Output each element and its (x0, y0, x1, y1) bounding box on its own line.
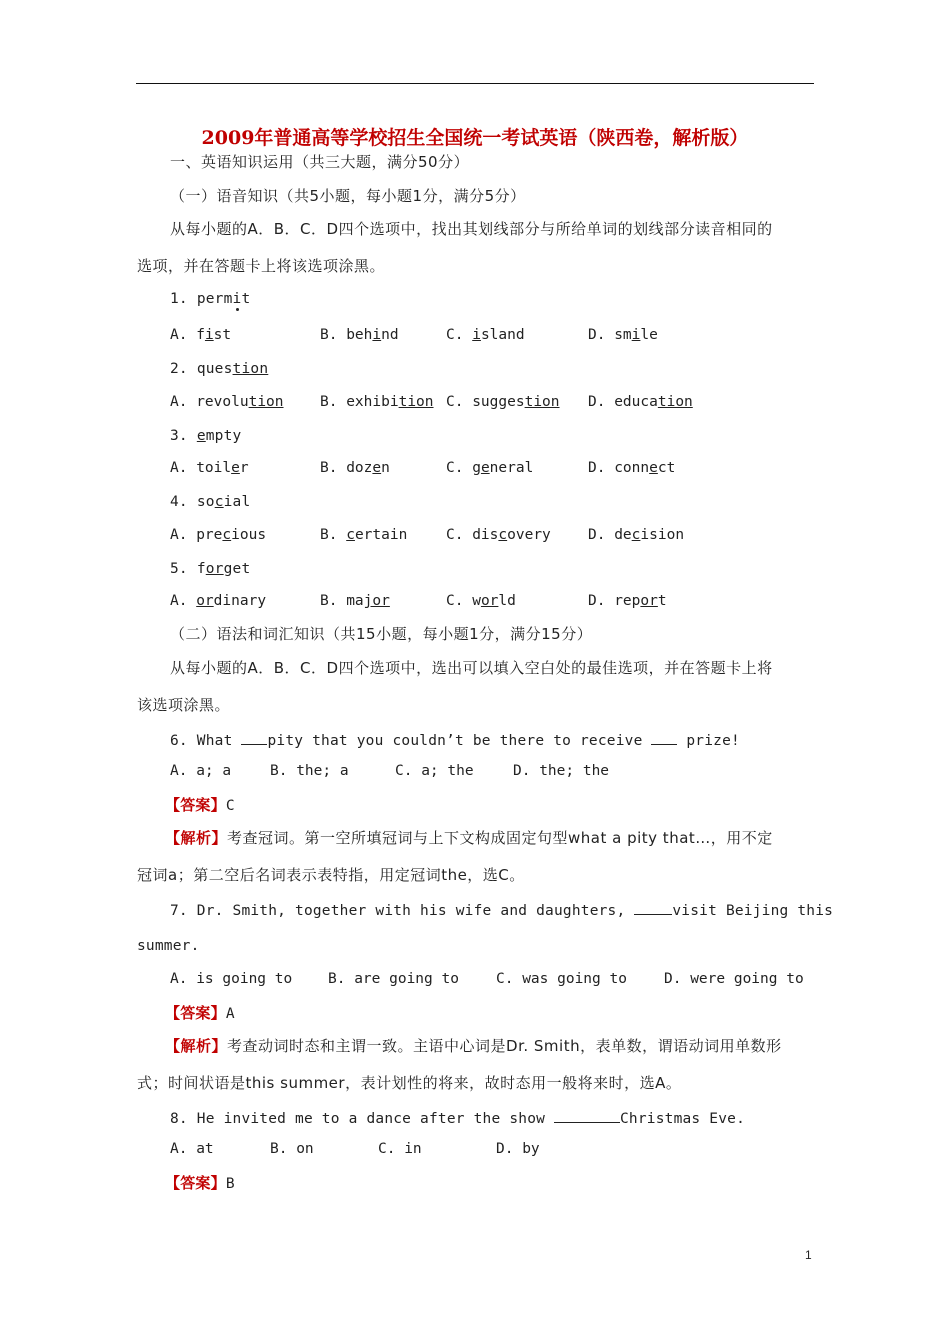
question-6-analysis-line2: 冠词a；第二空后名词表示表特指，用定冠词the，选C。 (137, 866, 525, 884)
question-8-option-a: A. at (170, 1141, 214, 1157)
question-3-option-d: D. connect (588, 460, 676, 476)
question-5-option-b: B. major (320, 593, 390, 609)
question-5-option-c: C. world (446, 593, 516, 609)
part1-instruction-line1: 从每小题的A．B．C．D四个选项中，找出其划线部分与所给单词的划线部分读音相同的 (170, 220, 773, 238)
question-6-option-c: C. a; the (395, 763, 474, 779)
question-7-analysis-line1: 【解析】考查动词时态和主谓一致。主语中心词是Dr. Smith，表单数，谓语动词用单数形 (165, 1037, 782, 1055)
part2-heading: （二）语法和词汇知识（共15小题，每小题1分，满分15分） (170, 625, 593, 643)
part1-heading: （一）语音知识（共5小题，每小题1分，满分5分） (170, 187, 526, 205)
question-7-option-a: A. is going to (170, 971, 293, 987)
header-rule (136, 83, 814, 84)
question-2-option-c: C. suggestion (446, 394, 560, 410)
question-8-answer: 【答案】B (165, 1174, 235, 1192)
blank (634, 900, 672, 915)
question-2-stem: 2. question (170, 361, 269, 377)
question-7-option-b: B. are going to (328, 971, 459, 987)
question-7-answer: 【答案】A (165, 1004, 235, 1022)
question-4-option-b: B. certain (320, 527, 408, 543)
question-4-option-a: A. precious (170, 527, 267, 543)
question-5-option-d: D. report (588, 593, 667, 609)
blank (554, 1108, 620, 1123)
question-3-option-c: C. general (446, 460, 534, 476)
question-4-option-d: D. decision (588, 527, 685, 543)
question-3-stem: 3. empty (170, 428, 242, 444)
question-7-option-c: C. was going to (496, 971, 627, 987)
question-6-stem: 6. What pity that you couldn’t be there to receive prize! (170, 730, 740, 750)
question-2-option-a: A. revolution (170, 394, 284, 410)
question-4-option-c: C. discovery (446, 527, 551, 543)
question-1-option-a: A. fist (170, 327, 232, 343)
question-6-answer: 【答案】C (165, 796, 235, 814)
page-title: 2009年普通高等学校招生全国统一考试英语（陕西卷，解析版） (201, 127, 749, 149)
question-3-option-b: B. dozen (320, 460, 390, 476)
question-6-analysis-line1: 【解析】考查冠词。第一空所填冠词与上下文构成固定句型what a pity that…，用不定 (165, 829, 773, 847)
question-8-stem: 8. He invited me to a dance after the show Christmas Eve. (170, 1108, 745, 1128)
question-8-option-b: B. on (270, 1141, 314, 1157)
question-7-option-d: D. were going to (664, 971, 804, 987)
part2-instruction-line1: 从每小题的A．B．C．D四个选项中，选出可以填入空白处的最佳选项，并在答题卡上将 (170, 659, 773, 677)
question-1-option-c: C. island (446, 327, 525, 343)
question-4-stem: 4. social (170, 494, 251, 510)
blank (651, 730, 677, 745)
question-3-option-a: A. toiler (170, 460, 249, 476)
question-7-analysis-line2: 式；时间状语是this summer，表计划性的将来，故时态用一般将来时，选A。 (137, 1074, 682, 1092)
question-1-stem: 1. permit (170, 291, 251, 307)
question-6-option-d: D. the; the (513, 763, 610, 779)
question-2-option-b: B. exhibition (320, 394, 434, 410)
page-number: 1 (805, 1248, 812, 1262)
question-5-option-a: A. ordinary (170, 593, 267, 609)
section-heading: 一、英语知识运用（共三大题，满分50分） (170, 153, 470, 171)
part1-instruction-line2: 选项，并在答题卡上将该选项涂黑。 (137, 257, 386, 275)
question-6-option-a: A. a; a (170, 763, 232, 779)
question-1-option-b: B. behind (320, 327, 399, 343)
question-5-stem: 5. forget (170, 561, 251, 577)
question-8-option-d: D. by (496, 1141, 540, 1157)
part2-instruction-line2: 该选项涂黑。 (137, 696, 231, 714)
question-2-option-d: D. education (588, 394, 693, 410)
blank (241, 730, 267, 745)
question-6-option-b: B. the; a (270, 763, 349, 779)
question-7-stem-line1: 7. Dr. Smith, together with his wife and daughters, visit Beijing this (170, 900, 833, 920)
question-8-option-c: C. in (378, 1141, 422, 1157)
question-1-option-d: D. smile (588, 327, 658, 343)
question-7-stem-line2: summer. (137, 938, 200, 954)
